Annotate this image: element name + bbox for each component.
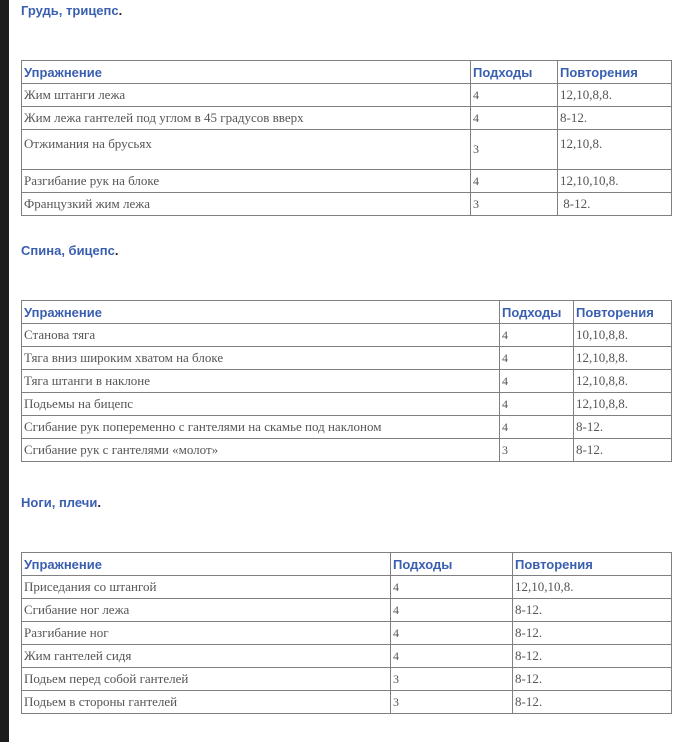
exercise-reps: 8-12.	[558, 193, 672, 216]
exercise-reps: 10,10,8,8.	[574, 324, 672, 347]
exercise-name: Отжимания на брусьях	[22, 130, 471, 170]
exercise-reps: 12,10,8,8.	[558, 84, 672, 107]
exercise-sets: 4	[391, 622, 513, 645]
exercise-reps: 8-12.	[513, 599, 672, 622]
table-row	[22, 645, 672, 668]
table-header-row	[22, 301, 672, 324]
exercise-reps: 8-12.	[513, 622, 672, 645]
exercise-sets: 4	[471, 84, 558, 107]
exercise-reps: 12,10,8,8.	[574, 393, 672, 416]
exercise-sets: 4	[500, 347, 574, 370]
exercise-reps: 12,10,10,8.	[558, 170, 672, 193]
table-row	[22, 439, 672, 462]
table-row	[22, 193, 672, 216]
table-row	[22, 622, 672, 645]
exercise-reps: 8-12.	[574, 439, 672, 462]
table-row	[22, 668, 672, 691]
header-exercise: Упражнение	[22, 301, 500, 324]
exercise-name: Жим гантелей сидя	[22, 645, 391, 668]
exercise-reps: 12,10,10,8.	[513, 576, 672, 599]
table-row	[22, 599, 672, 622]
page-left-border	[0, 0, 9, 742]
table-row	[22, 691, 672, 714]
table-row	[22, 347, 672, 370]
exercise-name: Сгибание рук попеременно с гантелями на скамье под наклоном	[22, 416, 500, 439]
exercise-sets: 3	[391, 691, 513, 714]
exercise-sets: 3	[391, 668, 513, 691]
table-row	[22, 576, 672, 599]
section-title-back-biceps: Спина, бицепс.	[21, 243, 119, 258]
exercise-sets: 4	[471, 170, 558, 193]
header-sets: Подходы	[391, 553, 513, 576]
exercise-sets: 4	[500, 416, 574, 439]
exercise-sets: 3	[471, 130, 558, 170]
exercise-name: Тяга вниз широким хватом на блоке	[22, 347, 500, 370]
header-reps: Повторения	[558, 61, 672, 84]
exercise-name: Подьем в стороны гантелей	[22, 691, 391, 714]
table-row	[22, 370, 672, 393]
exercise-sets: 4	[500, 324, 574, 347]
header-exercise: Упражнение	[22, 61, 471, 84]
exercise-name: Сгибание рук с гантелями «молот»	[22, 439, 500, 462]
header-reps: Повторения	[574, 301, 672, 324]
exercise-reps: 8-12.	[513, 645, 672, 668]
exercise-name: Подьем перед собой гантелей	[22, 668, 391, 691]
table-row	[22, 324, 672, 347]
exercise-name: Подьемы на бицепс	[22, 393, 500, 416]
exercise-name: Жим лежа гантелей под углом в 45 градусов вверх	[22, 107, 471, 130]
section-title-legs-shoulders: Ноги, плечи.	[21, 495, 101, 510]
table-row	[22, 130, 672, 170]
table-row	[22, 84, 672, 107]
table-header-row	[22, 553, 672, 576]
table-legs-shoulders	[21, 552, 672, 714]
exercise-sets: 4	[391, 599, 513, 622]
table-row	[22, 416, 672, 439]
exercise-name: Разгибание рук на блоке	[22, 170, 471, 193]
exercise-name: Французкий жим лежа	[22, 193, 471, 216]
header-reps: Повторения	[513, 553, 672, 576]
exercise-reps: 12,10,8,8.	[574, 347, 672, 370]
table-row	[22, 170, 672, 193]
exercise-name: Приседания со штангой	[22, 576, 391, 599]
exercise-reps: 8-12.	[558, 107, 672, 130]
exercise-reps: 8-12.	[574, 416, 672, 439]
exercise-sets: 4	[391, 576, 513, 599]
header-exercise: Упражнение	[22, 553, 391, 576]
header-sets: Подходы	[500, 301, 574, 324]
exercise-reps: 8-12.	[513, 691, 672, 714]
exercise-name: Тяга штанги в наклоне	[22, 370, 500, 393]
exercise-sets: 3	[471, 193, 558, 216]
header-sets: Подходы	[471, 61, 558, 84]
exercise-name: Станова тяга	[22, 324, 500, 347]
exercise-name: Жим штанги лежа	[22, 84, 471, 107]
exercise-sets: 4	[391, 645, 513, 668]
exercise-name: Сгибание ног лежа	[22, 599, 391, 622]
exercise-reps: 12,10,8.	[558, 130, 672, 170]
exercise-sets: 3	[500, 439, 574, 462]
exercise-sets: 4	[500, 370, 574, 393]
section-title-chest-triceps: Грудь, трицепс.	[21, 3, 123, 18]
exercise-sets: 4	[471, 107, 558, 130]
table-back-biceps	[21, 300, 672, 462]
table-header-row	[22, 61, 672, 84]
exercise-reps: 8-12.	[513, 668, 672, 691]
exercise-reps: 12,10,8,8.	[574, 370, 672, 393]
exercise-sets: 4	[500, 393, 574, 416]
exercise-name: Разгибание ног	[22, 622, 391, 645]
table-chest-triceps	[21, 60, 672, 216]
table-row	[22, 393, 672, 416]
table-row	[22, 107, 672, 130]
